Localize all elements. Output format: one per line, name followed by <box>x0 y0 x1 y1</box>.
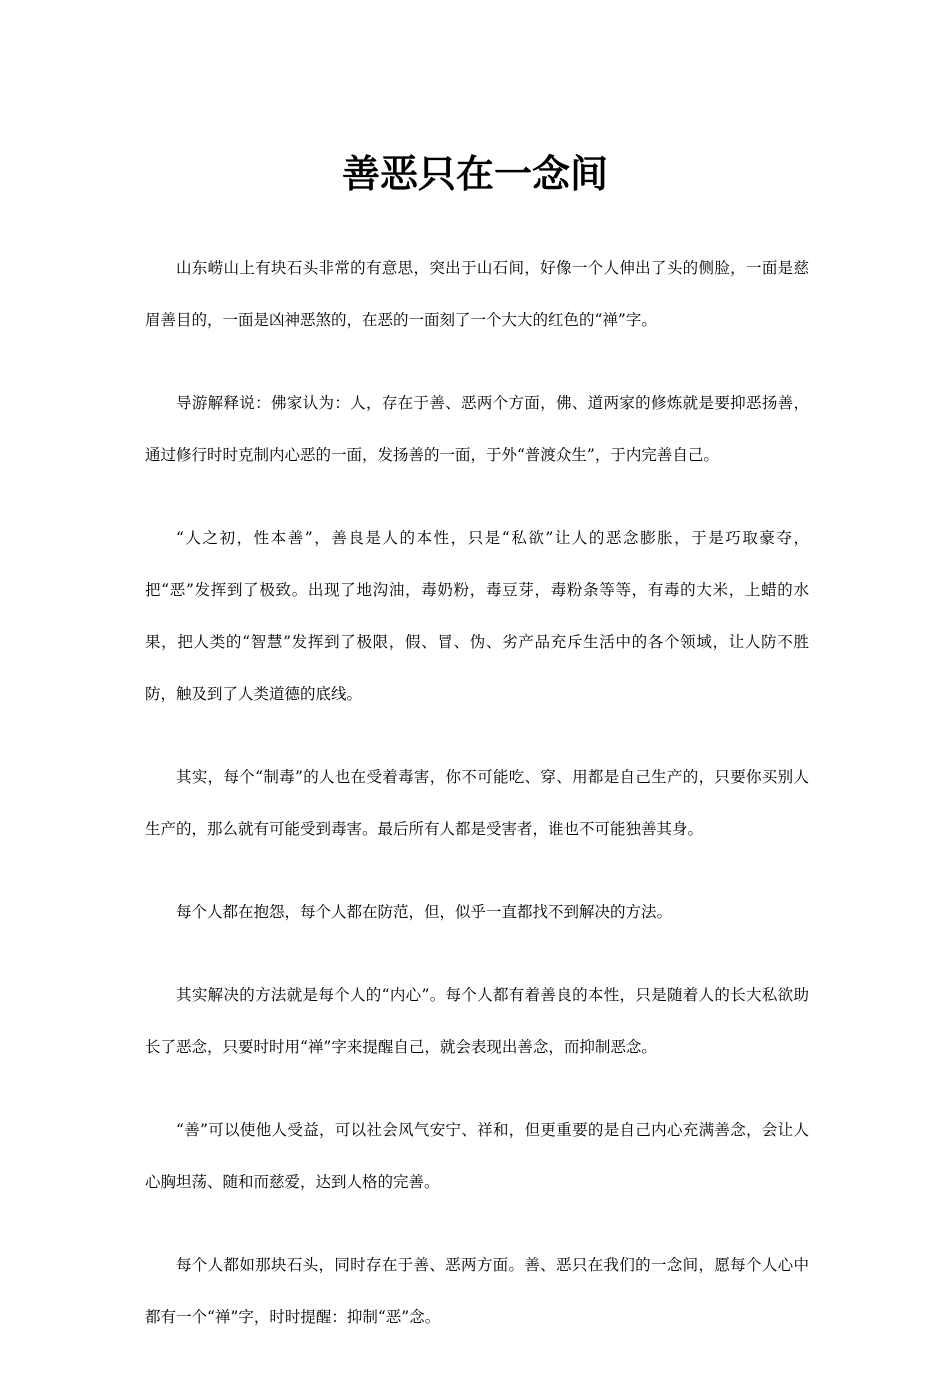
document-title: 善恶只在一念间 <box>341 151 608 196</box>
paragraph-3: “人之初，性本善”，善良是人的本性，只是“私欲”让人的恶念膨胀，于是巧取豪夺，把“恶”发挥到了极致。出现了地沟油，毒奶粉，毒豆芽，毒粉条等等，有毒的大米，上蜡的水果，把人类的“智慧”发挥到了极限，假、冒、伪、劣产品充斥生活中的各个领域，让人防不胜防，触及到了人类道德的底线。 <box>145 529 809 703</box>
paragraph-5: 每个人都在抱怨，每个人都在防范，但，似乎一直都找不到解决的方法。 <box>176 903 673 921</box>
paragraph-4: 其实，每个“制毒”的人也在受着毒害，你不可能吃、穿、用都是自己生产的，只要你买别人生产的，那么就有可能受到毒害。最后所有人都是受害者，谁也不可能独善其身。 <box>145 768 809 838</box>
paragraph-8: 每个人都如那块石头，同时存在于善、恶两方面。善、恶只在我们的一念间，愿每个人心中都有一个“禅”字，时时提醒：抑制“恶”念。 <box>145 1256 809 1326</box>
paragraph-1: 山东崂山上有块石头非常的有意思，突出于山石间，好像一个人伸出了头的侧脸，一面是慈眉善目的，一面是凶神恶煞的，在恶的一面刻了一个大大的红色的“禅”字。 <box>145 259 809 329</box>
document-body <box>145 242 809 1374</box>
paragraph-6: 其实解决的方法就是每个人的“内心”。每个人都有着善良的本性，只是随着人的长大私欲助长了恶念，只要时时用“禅”字来提醒自己，就会表现出善念，而抑制恶念。 <box>145 986 809 1056</box>
paragraph-2: 导游解释说：佛家认为：人，存在于善、恶两个方面，佛、道两家的修炼就是要抑恶扬善，通过修行时时克制内心恶的一面，发扬善的一面，于外“普渡众生”，于内完善自己。 <box>145 394 809 464</box>
paragraph-7: “善”可以使他人受益，可以社会风气安宁、祥和，但更重要的是自己内心充满善念，会让人心胸坦荡、随和而慈爱，达到人格的完善。 <box>145 1121 809 1191</box>
